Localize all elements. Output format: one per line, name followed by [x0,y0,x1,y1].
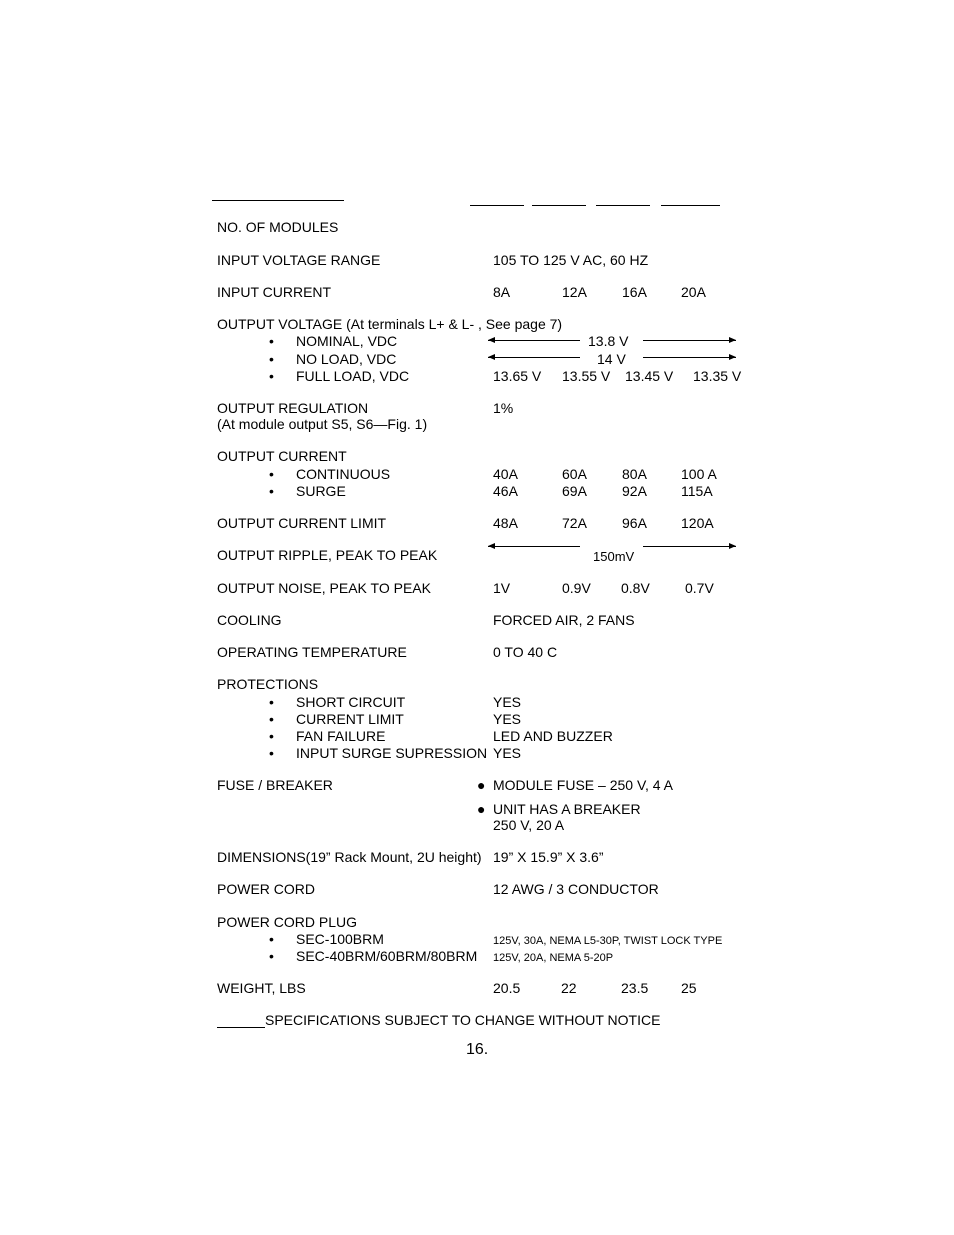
right-arrow-icon [643,542,736,551]
cooling-value: FORCED AIR, 2 FANS [493,612,635,628]
power-cord-plug-label: POWER CORD PLUG [217,914,358,930]
fullload-value: 13.65 V [493,368,542,384]
noise-value: 1V [493,580,511,596]
input-current-value: 20A [681,284,706,300]
protection-item-value: YES [493,694,522,710]
bullet-icon: • [269,745,274,761]
input-voltage-value: 105 TO 125 V AC, 60 HZ [493,252,649,268]
continuous-value: 100 A [681,466,717,482]
left-arrow-icon [488,336,580,345]
input-current-value: 16A [622,284,647,300]
protection-item-label: INPUT SURGE SUPRESSION [296,745,488,761]
fullload-value: 13.55 V [562,368,611,384]
noise-value: 0.8V [621,580,650,596]
noload-label: NO LOAD, VDC [296,351,397,367]
operating-temp-value: 0 TO 40 C [493,644,558,660]
current-limit-value: 120A [681,515,714,531]
surge-value: 115A [681,483,713,499]
bullet-icon: • [269,728,274,744]
bullet-icon: • [269,931,274,947]
input-current-label: INPUT CURRENT [217,284,332,300]
output-regulation-value: 1% [493,400,514,416]
weight-value: 20.5 [493,980,521,996]
fullload-value: 13.35 V [693,368,742,384]
protection-item-value: LED AND BUZZER [493,728,613,744]
module-fuse-value: MODULE FUSE – 250 V, 4 A [493,777,674,793]
plug-item-value: 125V, 20A, NEMA 5-20P [493,952,614,964]
nominal-label: NOMINAL, VDC [296,333,398,349]
modules-label: NO. OF MODULES [217,219,339,235]
header-rule-title [212,200,344,201]
header-rule-col1 [470,205,524,206]
footnote-rule [217,1027,265,1028]
protection-item-label: SHORT CIRCUIT [296,694,406,710]
current-limit-value: 48A [493,515,518,531]
continuous-value: 40A [493,466,518,482]
continuous-label: CONTINUOUS [296,466,391,482]
bullet-icon: • [269,483,274,499]
page-number: 16. [466,1041,489,1058]
power-cord-value: 12 AWG / 3 CONDUCTOR [493,881,659,897]
noise-label: OUTPUT NOISE, PEAK TO PEAK [217,580,431,596]
surge-label: SURGE [296,483,346,499]
nominal-value: 13.8 V [588,333,629,349]
dimensions-label: DIMENSIONS(19” Rack Mount, 2U height) [217,849,482,865]
fuse-label: FUSE / BREAKER [217,777,333,793]
output-regulation-label: OUTPUT REGULATION [217,400,369,416]
bullet-icon: • [269,333,274,349]
noise-value: 0.7V [685,580,714,596]
output-voltage-label: OUTPUT VOLTAGE (At terminals L+ & L- , See page 7) [217,316,563,332]
continuous-value: 80A [622,466,647,482]
weight-value: 23.5 [621,980,649,996]
plug-item-label: SEC-40BRM/60BRM/80BRM [296,948,478,964]
bullet-icon: • [269,948,274,964]
ripple-value: 150mV [593,549,635,564]
bullet-icon: ● [477,801,486,817]
surge-value: 69A [562,483,587,499]
bullet-icon: • [269,694,274,710]
left-arrow-icon [488,542,580,551]
weight-value: 22 [561,980,577,996]
fullload-value: 13.45 V [625,368,674,384]
right-arrow-icon [643,336,736,345]
plug-item-value: 125V, 30A, NEMA L5-30P, TWIST LOCK TYPE [493,935,723,947]
bullet-icon: • [269,368,274,384]
input-voltage-label: INPUT VOLTAGE RANGE [217,252,381,268]
current-limit-value: 72A [562,515,587,531]
cooling-label: COOLING [217,612,282,628]
protection-item-label: CURRENT LIMIT [296,711,404,727]
weight-label: WEIGHT, LBS [217,980,306,996]
input-current-value: 12A [562,284,587,300]
current-limit-label: OUTPUT CURRENT LIMIT [217,515,387,531]
current-limit-value: 96A [622,515,647,531]
protection-item-value: YES [493,711,522,727]
protection-item-label: FAN FAILURE [296,728,386,744]
output-current-label: OUTPUT CURRENT [217,448,347,464]
bullet-icon: • [269,711,274,727]
right-arrow-icon [643,353,736,362]
left-arrow-icon [488,353,580,362]
power-cord-label: POWER CORD [217,881,315,897]
bullet-icon: • [269,351,274,367]
ripple-label: OUTPUT RIPPLE, PEAK TO PEAK [217,547,438,563]
bullet-icon: ● [477,777,486,793]
breaker-value-line1: UNIT HAS A BREAKER [493,801,641,817]
output-regulation-sublabel: (At module output S5, S6—Fig. 1) [217,416,428,432]
noise-value: 0.9V [562,580,591,596]
breaker-value-line2: 250 V, 20 A [493,817,565,833]
continuous-value: 60A [562,466,587,482]
header-rule-col2 [532,205,586,206]
header-rule-col3 [596,205,650,206]
surge-value: 92A [622,483,647,499]
protection-item-value: YES [493,745,522,761]
plug-item-label: SEC-100BRM [296,931,384,947]
operating-temp-label: OPERATING TEMPERATURE [217,644,407,660]
footnote-text: SPECIFICATIONS SUBJECT TO CHANGE WITHOUT NOTICE [265,1012,661,1028]
input-current-value: 8A [493,284,511,300]
noload-value: 14 V [597,351,626,367]
fullload-label: FULL LOAD, VDC [296,368,410,384]
surge-value: 46A [493,483,518,499]
header-rule-col4 [661,205,720,206]
bullet-icon: • [269,466,274,482]
weight-value: 25 [681,980,697,996]
protections-label: PROTECTIONS [217,676,319,692]
dimensions-value: 19” X 15.9” X 3.6” [493,849,604,865]
